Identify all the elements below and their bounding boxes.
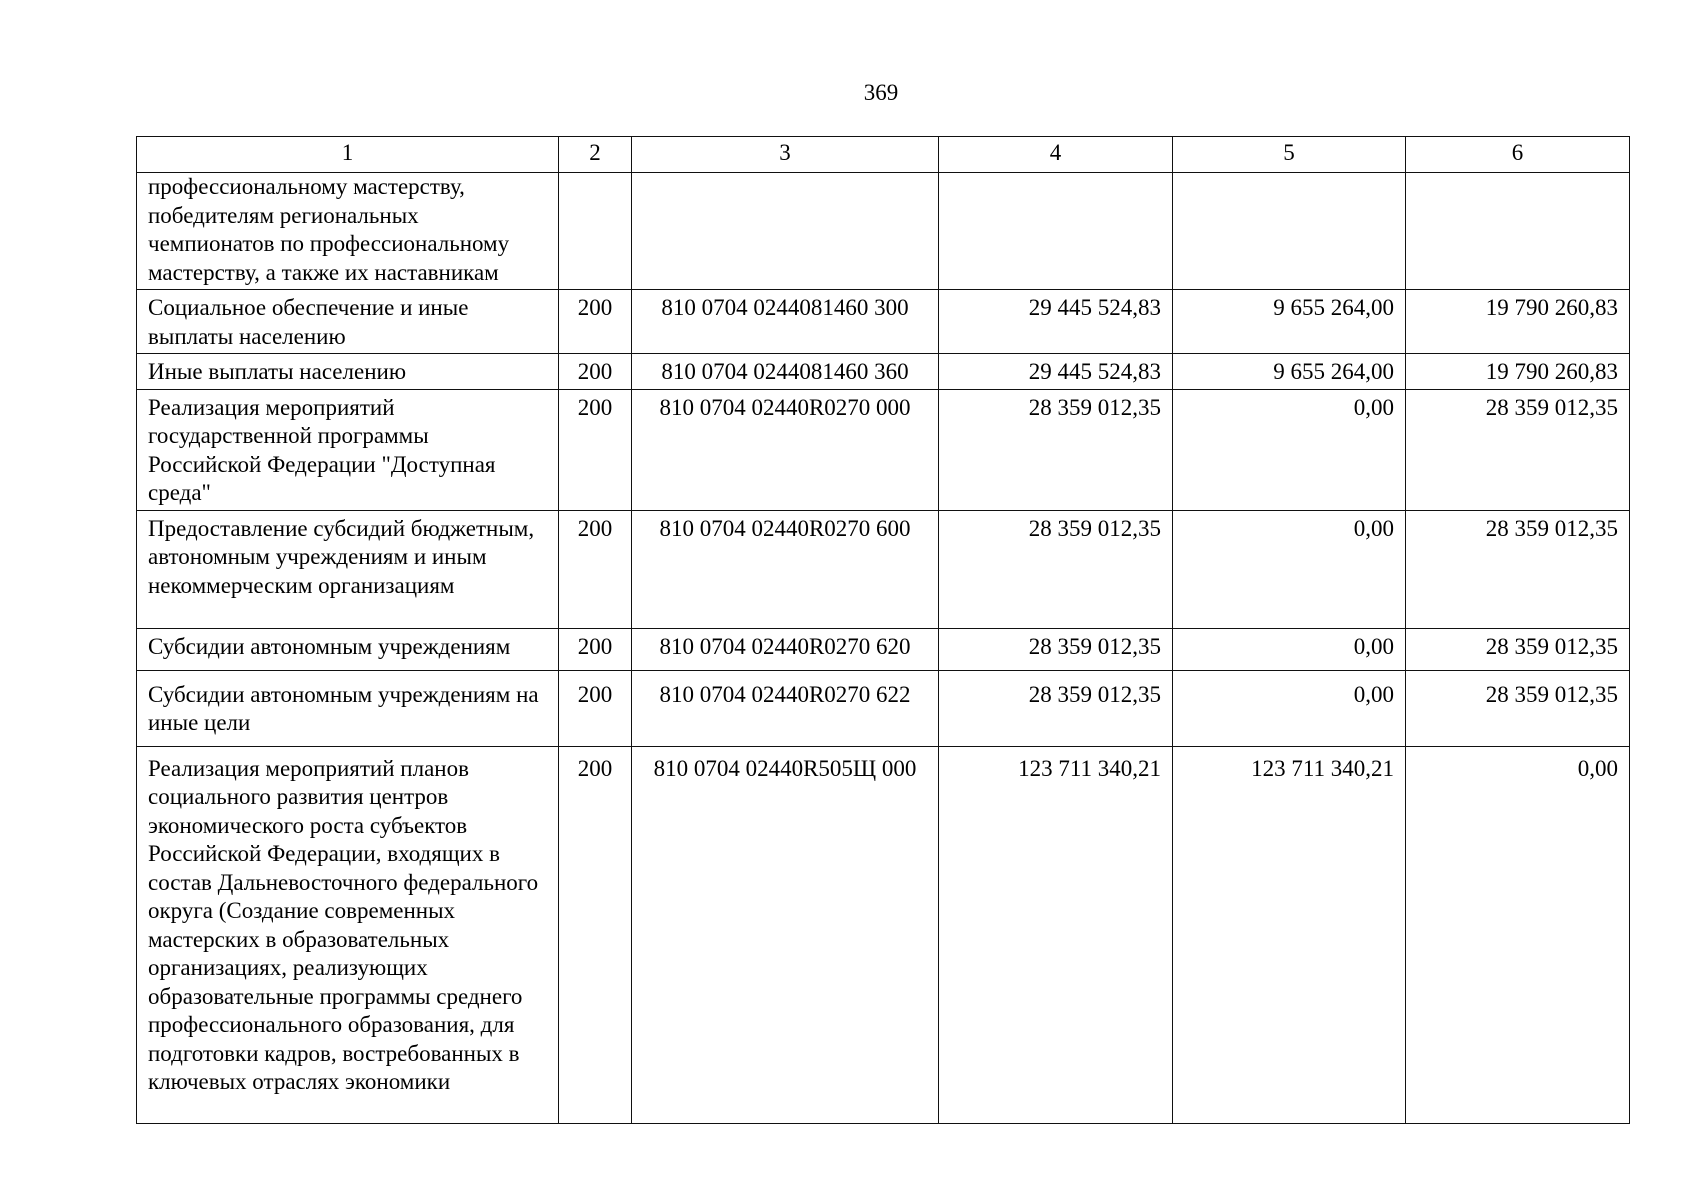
row-level: 200 [559, 628, 632, 670]
row-name: профессиональному мастерству, победителям региональных чемпионатов по профессиональному мастерству, а также их наставникам [137, 173, 559, 290]
column-header-3: 3 [632, 137, 939, 173]
row-regional [1406, 173, 1630, 290]
table-row [137, 173, 1630, 290]
column-header-1: 1 [137, 137, 559, 173]
table-row [137, 389, 1630, 510]
row-level: 200 [559, 389, 632, 510]
row-name: Социальное обеспечение и иные выплаты населению [137, 290, 559, 354]
table-header-row [137, 137, 1630, 173]
row-regional: 28 359 012,35 [1406, 670, 1630, 746]
column-header-5: 5 [1173, 137, 1406, 173]
row-name: Предоставление субсидий бюджетным, автономным учреждениям и иным некоммерческим организациям [137, 510, 559, 628]
row-federal: 9 655 264,00 [1173, 354, 1406, 390]
row-regional: 19 790 260,83 [1406, 354, 1630, 390]
row-federal: 0,00 [1173, 389, 1406, 510]
row-code: 810 0704 0244081460 360 [632, 354, 939, 390]
row-regional: 28 359 012,35 [1406, 510, 1630, 628]
row-code [632, 173, 939, 290]
row-code: 810 0704 02440R0270 622 [632, 670, 939, 746]
row-code: 810 0704 02440R0270 000 [632, 389, 939, 510]
row-federal: 123 711 340,21 [1173, 746, 1406, 1123]
page-number: 369 [863, 80, 899, 105]
budget-table [136, 136, 1630, 1124]
row-federal [1173, 173, 1406, 290]
row-regional: 28 359 012,35 [1406, 389, 1630, 510]
table-row [137, 670, 1630, 746]
row-name: Субсидии автономным учреждениям [137, 628, 559, 670]
column-header-4: 4 [939, 137, 1173, 173]
row-federal: 0,00 [1173, 510, 1406, 628]
row-code: 810 0704 02440R505Щ 000 [632, 746, 939, 1123]
row-level: 200 [559, 354, 632, 390]
row-name: Реализация мероприятий государственной программы Российской Федерации "Доступная среда" [137, 389, 559, 510]
column-header-6: 6 [1406, 137, 1630, 173]
row-level: 200 [559, 670, 632, 746]
column-header-2: 2 [559, 137, 632, 173]
row-name: Иные выплаты населению [137, 354, 559, 390]
row-total: 28 359 012,35 [939, 628, 1173, 670]
table-row [137, 628, 1630, 670]
row-total: 29 445 524,83 [939, 290, 1173, 354]
row-level: 200 [559, 746, 632, 1123]
table-row [137, 510, 1630, 628]
row-total: 28 359 012,35 [939, 670, 1173, 746]
row-regional: 19 790 260,83 [1406, 290, 1630, 354]
row-total: 29 445 524,83 [939, 354, 1173, 390]
row-regional: 28 359 012,35 [1406, 628, 1630, 670]
row-regional: 0,00 [1406, 746, 1630, 1123]
row-code: 810 0704 02440R0270 600 [632, 510, 939, 628]
row-total: 28 359 012,35 [939, 510, 1173, 628]
row-level [559, 173, 632, 290]
table-row [137, 746, 1630, 1123]
row-code: 810 0704 0244081460 300 [632, 290, 939, 354]
row-federal: 0,00 [1173, 670, 1406, 746]
row-code: 810 0704 02440R0270 620 [632, 628, 939, 670]
row-total: 28 359 012,35 [939, 389, 1173, 510]
row-federal: 0,00 [1173, 628, 1406, 670]
row-name: Реализация мероприятий планов социального развития центров экономического роста субъектов Российской Федерации, входящих в состав Дальневосточного федерального округа (Создание современных мастерских в образовательных организациях, реализующих образовательные программы среднего профессионального образования, для подготовки кадров, востребованных в ключевых отраслях экономики [137, 746, 559, 1123]
table-row [137, 290, 1630, 354]
row-name: Субсидии автономным учреждениям на иные цели [137, 670, 559, 746]
row-level: 200 [559, 290, 632, 354]
row-total: 123 711 340,21 [939, 746, 1173, 1123]
row-federal: 9 655 264,00 [1173, 290, 1406, 354]
row-total [939, 173, 1173, 290]
row-level: 200 [559, 510, 632, 628]
table-row [137, 354, 1630, 390]
